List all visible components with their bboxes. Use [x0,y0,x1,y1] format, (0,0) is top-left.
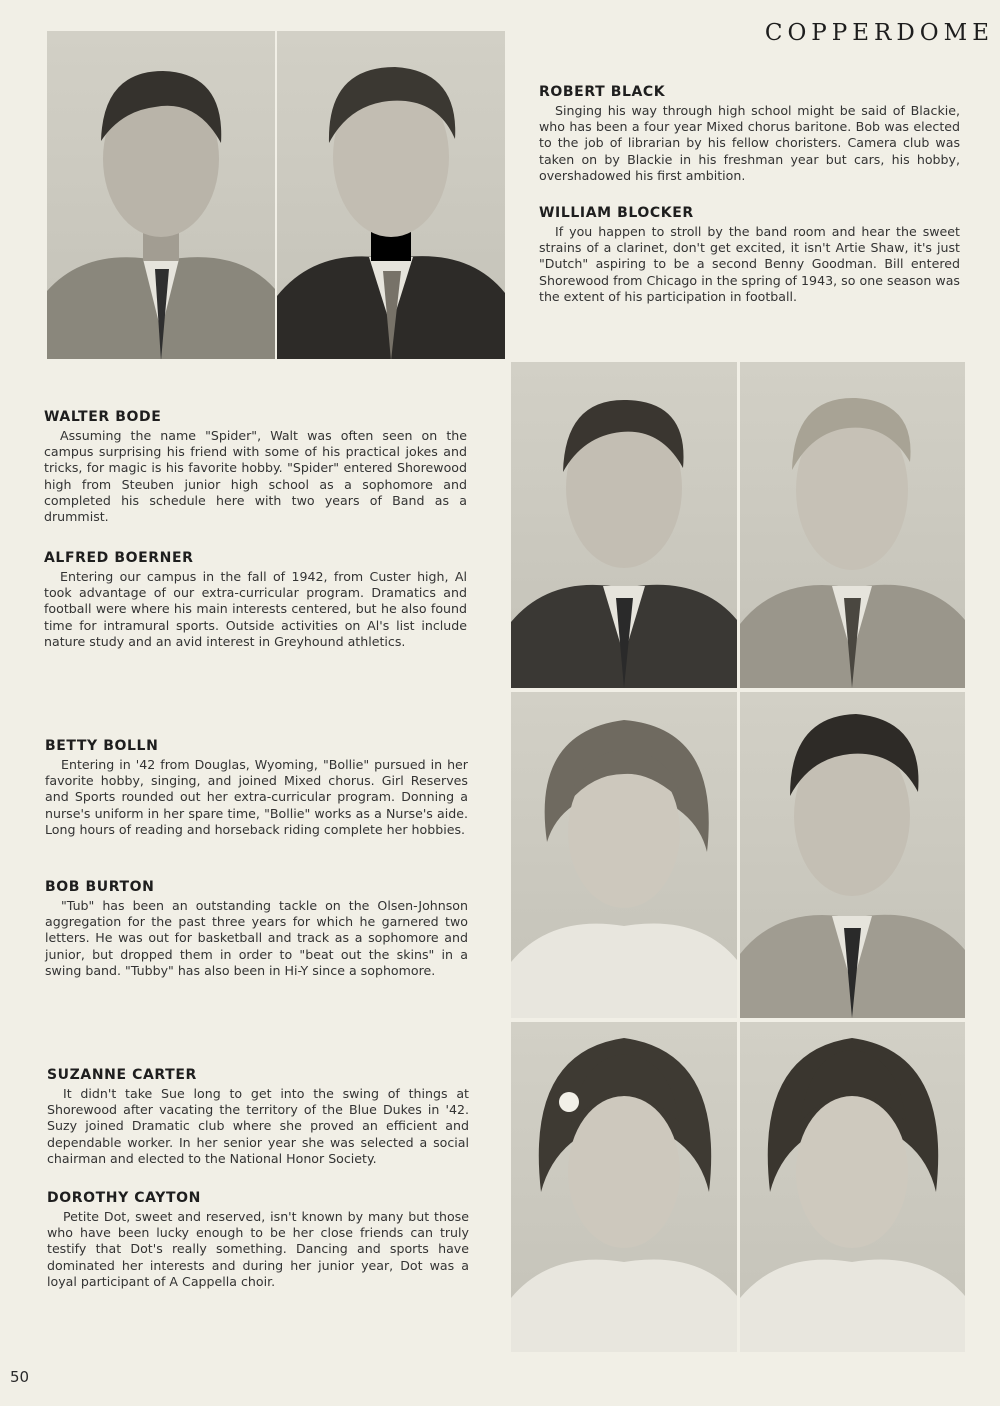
portrait-betty-bolln [511,692,737,1018]
student-name: WALTER BODE [44,409,162,425]
portrait-suzanne-carter [511,1022,737,1352]
bio-robert-black [539,84,960,184]
student-bio: It didn't take Sue long to get into the swing of things at Shorewood after vacating the territory of the Blue Dukes in '42. Suzy joined Dramatic club where she proved an efficient and dependable worker. In her senior year she was selected a social chairman and elected to the National Honor Society. [47,1086,469,1166]
student-bio: Assuming the name "Spider", Walt was often seen on the campus surprising his friend with some of his practical jokes and tricks, for magic is his favorite hobby. "Spider" entered Shorewood high from Steuben junior high school as a sophomore and completed his schedule here with two years of Band as a drummist. [44,428,467,525]
student-bio: Entering our campus in the fall of 1942, from Custer high, Al took advantage of our extra-curricular program. Dramatics and football were where his main interests centered, but he also found time for intramural sports. Outside activities on Al's list include nature study and an avid interest in Greyhound athletics. [44,569,467,649]
bio-suzanne-carter [47,1067,469,1167]
yearbook-title: COPPERDOME [764,20,994,46]
student-bio: "Tub" has been an outstanding tackle on the Olsen-Johnson aggregation for the past three years for which he garnered two letters. He was out for basketball and track as a sophomore and junior, but dropped them in order to "beat out the skins" in a swing band. "Tubby" has also been in Hi-Y since a sophomore. [45,898,468,978]
student-name: DOROTHY CAYTON [47,1190,201,1206]
portrait-walter-bode [511,362,737,688]
bio-walter-bode [44,409,467,525]
portrait-bob-burton [740,692,965,1018]
portrait-alfred-boerner [740,362,965,688]
bio-william-blocker [539,205,960,305]
bio-dorothy-cayton [47,1190,469,1290]
student-bio: Singing his way through high school might be said of Blackie, who has been a four year Mixed chorus baritone. Bob was elected to the job of librarian by his fellow choristers. Camera club was taken on by Blackie in his freshman year but cars, his hobby, overshadowed his first ambition. [539,103,960,183]
portrait-dorothy-cayton [740,1022,965,1352]
portrait-william-blocker [277,31,505,359]
bio-alfred-boerner [44,550,467,650]
portrait-robert-black [47,31,275,359]
bio-betty-bolln [45,738,468,838]
student-name: BOB BURTON [45,879,155,895]
student-name: ALFRED BOERNER [44,550,194,566]
student-bio: Petite Dot, sweet and reserved, isn't known by many but those who have been lucky enough to be her close friends can truly testify that Dot's really something. Dancing and sports have dominated her interests and during her junior year, Dot was a loyal participant of A Cappella choir. [47,1209,469,1289]
bio-bob-burton [45,879,468,979]
student-name: WILLIAM BLOCKER [539,205,694,221]
page-number: 50 [10,1368,30,1386]
student-name: ROBERT BLACK [539,84,666,100]
student-bio: If you happen to stroll by the band room and hear the sweet strains of a clarinet, don't get excited, it isn't Artie Shaw, it's just "Dutch" aspiring to be a second Benny Goodman. Bill entered Shorewood from Chicago in the spring of 1943, so one season was the extent of his participation in football. [539,224,960,304]
student-bio: Entering in '42 from Douglas, Wyoming, "Bollie" pursued in her favorite hobby, singing, and joined Mixed chorus. Girl Reserves and Sports rounded out her extra-curricular program. Donning a nurse's uniform in her spare time, "Bollie" works as a Nurse's aide. Long hours of reading and horseback riding complete her hobbies. [45,757,468,837]
student-name: BETTY BOLLN [45,738,159,754]
student-name: SUZANNE CARTER [47,1067,197,1083]
